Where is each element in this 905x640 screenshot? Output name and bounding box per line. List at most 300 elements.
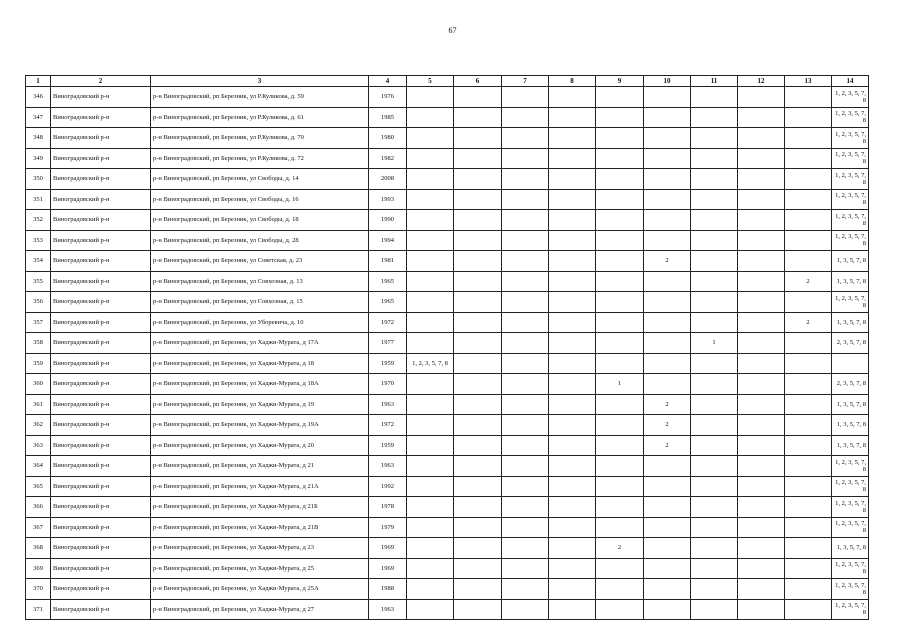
table-row [26,107,869,128]
address-cell: р-н Виноградовский, рп Березник, ул Хаджи-Мурата, д 19А [151,415,369,436]
table-row [26,558,869,579]
address-cell: р-н Виноградовский, рп Березник, ул Р.Куликова, д. 70 [151,128,369,149]
row-number: 366 [26,497,51,518]
value-cell [407,169,454,190]
address-cell: р-н Виноградовский, рп Березник, ул Хаджи-Мурата, д 27 [151,599,369,620]
value-cell [596,251,644,272]
value-cell [785,415,832,436]
column-header: 6 [454,76,502,87]
value-cell [596,599,644,620]
value-cell [407,579,454,600]
value-cell [454,107,502,128]
address-cell: р-н Виноградовский, рп Березник, ул Хаджи-Мурата, д 23 [151,538,369,559]
value-cell [407,271,454,292]
address-cell: р-н Виноградовский, рп Березник, ул Р.Куликова, д. 59 [151,87,369,108]
value-cell [691,128,738,149]
value-cell [549,497,596,518]
value-cell [502,435,549,456]
value-cell [738,169,785,190]
table-row [26,374,869,395]
value-cell [596,169,644,190]
value-cell [691,599,738,620]
value-cell [644,189,691,210]
value-cell [407,148,454,169]
value-cell [454,415,502,436]
year-cell: 1969 [369,558,407,579]
district-cell: Виноградовский р-н [51,476,151,497]
codes-cell: 1, 3, 5, 7, 8 [832,312,869,333]
value-cell [691,312,738,333]
codes-cell: 1, 3, 5, 7, 8 [832,271,869,292]
year-cell: 1981 [369,251,407,272]
value-cell [644,353,691,374]
value-cell [596,148,644,169]
value-cell: 2 [644,394,691,415]
value-cell [596,107,644,128]
district-cell: Виноградовский р-н [51,599,151,620]
codes-cell [832,353,869,374]
year-cell: 1959 [369,435,407,456]
codes-cell: 1, 3, 5, 7, 8 [832,415,869,436]
codes-cell: 1, 2, 3, 5, 7, 8 [832,579,869,600]
table-row [26,579,869,600]
district-cell: Виноградовский р-н [51,374,151,395]
value-cell [738,107,785,128]
value-cell [691,374,738,395]
value-cell [785,456,832,477]
value-cell [407,210,454,231]
codes-cell: 1, 2, 3, 5, 7, 8 [832,558,869,579]
table-row [26,271,869,292]
value-cell [454,476,502,497]
year-cell: 1965 [369,292,407,313]
value-cell [691,456,738,477]
codes-cell: 1, 2, 3, 5, 7, 8 [832,107,869,128]
value-cell: 2 [644,415,691,436]
value-cell [785,517,832,538]
value-cell [502,271,549,292]
table-row [26,312,869,333]
year-cell: 1980 [369,128,407,149]
row-number: 352 [26,210,51,231]
value-cell [644,230,691,251]
value-cell [644,599,691,620]
codes-cell: 1, 2, 3, 5, 7, 8 [832,230,869,251]
value-cell [644,107,691,128]
value-cell: 2 [596,538,644,559]
value-cell [549,517,596,538]
column-header: 10 [644,76,691,87]
row-number: 369 [26,558,51,579]
value-cell [502,558,549,579]
value-cell [454,251,502,272]
value-cell [785,435,832,456]
address-cell: р-н Виноградовский, рп Березник, ул Свободы, д. 28 [151,230,369,251]
value-cell [644,292,691,313]
district-cell: Виноградовский р-н [51,394,151,415]
value-cell [644,538,691,559]
value-cell [738,312,785,333]
value-cell [738,517,785,538]
value-cell [502,517,549,538]
value-cell [644,333,691,354]
value-cell [502,353,549,374]
value-cell [596,435,644,456]
address-cell: р-н Виноградовский, рп Березник, ул Хаджи-Мурата, д 21А [151,476,369,497]
value-cell [738,210,785,231]
value-cell [738,558,785,579]
row-number: 363 [26,435,51,456]
value-cell [407,456,454,477]
row-number: 360 [26,374,51,395]
value-cell [596,312,644,333]
year-cell: 1985 [369,107,407,128]
value-cell [454,599,502,620]
value-cell [644,87,691,108]
value-cell [691,251,738,272]
value-cell [691,435,738,456]
row-number: 368 [26,538,51,559]
value-cell [549,579,596,600]
row-number: 346 [26,87,51,108]
value-cell [596,292,644,313]
value-cell [549,538,596,559]
value-cell [785,128,832,149]
address-cell: р-н Виноградовский, рп Березник, ул Хаджи-Мурата, д 21В [151,517,369,538]
value-cell [407,87,454,108]
row-number: 358 [26,333,51,354]
year-cell: 1982 [369,148,407,169]
row-number: 362 [26,415,51,436]
value-cell [738,292,785,313]
value-cell [549,251,596,272]
value-cell [691,579,738,600]
district-cell: Виноградовский р-н [51,128,151,149]
column-header: 8 [549,76,596,87]
column-header: 11 [691,76,738,87]
value-cell [596,517,644,538]
value-cell [691,394,738,415]
value-cell [691,292,738,313]
value-cell [738,251,785,272]
value-cell [502,128,549,149]
value-cell [738,353,785,374]
value-cell [785,107,832,128]
column-header: 14 [832,76,869,87]
value-cell: 1 [691,333,738,354]
row-number: 361 [26,394,51,415]
value-cell [549,456,596,477]
value-cell [785,333,832,354]
district-cell: Виноградовский р-н [51,353,151,374]
district-cell: Виноградовский р-н [51,148,151,169]
district-cell: Виноградовский р-н [51,210,151,231]
district-cell: Виноградовский р-н [51,456,151,477]
table-row [26,251,869,272]
row-number: 359 [26,353,51,374]
value-cell [738,189,785,210]
table-row [26,456,869,477]
table-row [26,333,869,354]
table-row [26,415,869,436]
value-cell [502,497,549,518]
value-cell [785,497,832,518]
row-number: 370 [26,579,51,600]
value-cell [407,292,454,313]
value-cell [644,579,691,600]
value-cell [549,210,596,231]
year-cell: 1979 [369,517,407,538]
value-cell [785,599,832,620]
value-cell [596,497,644,518]
district-cell: Виноградовский р-н [51,558,151,579]
value-cell [407,558,454,579]
value-cell [502,599,549,620]
value-cell [454,497,502,518]
column-header: 4 [369,76,407,87]
value-cell [738,148,785,169]
district-cell: Виноградовский р-н [51,87,151,108]
value-cell [549,353,596,374]
address-cell: р-н Виноградовский, рп Березник, ул Уборевича, д. 10 [151,312,369,333]
column-header: 5 [407,76,454,87]
value-cell [549,292,596,313]
value-cell [407,599,454,620]
value-cell [785,292,832,313]
value-cell [454,271,502,292]
address-cell: р-н Виноградовский, рп Березник, ул Хаджи-Мурата, д 17А [151,333,369,354]
address-cell: р-н Виноградовский, рп Березник, ул Хаджи-Мурата, д 20 [151,435,369,456]
value-cell [691,497,738,518]
value-cell: 2 [644,251,691,272]
value-cell [407,251,454,272]
value-cell [738,497,785,518]
value-cell [596,210,644,231]
codes-cell: 1, 3, 5, 7, 8 [832,538,869,559]
value-cell [502,189,549,210]
row-number: 365 [26,476,51,497]
value-cell [785,579,832,600]
codes-cell: 1, 3, 5, 7, 8 [832,251,869,272]
value-cell [738,374,785,395]
value-cell [738,415,785,436]
value-cell [454,230,502,251]
value-cell [738,87,785,108]
codes-cell: 1, 2, 3, 5, 7, 8 [832,497,869,518]
value-cell [596,415,644,436]
value-cell [644,558,691,579]
column-header: 13 [785,76,832,87]
value-cell: 1, 2, 3, 5, 7, 8 [407,353,454,374]
address-cell: р-н Виноградовский, рп Березник, ул Хаджи-Мурата, д 21Б [151,497,369,518]
year-cell: 2008 [369,169,407,190]
year-cell: 1970 [369,374,407,395]
year-cell: 1978 [369,497,407,518]
codes-cell: 1, 2, 3, 5, 7, 8 [832,189,869,210]
district-cell: Виноградовский р-н [51,579,151,600]
year-cell: 1969 [369,538,407,559]
value-cell [549,312,596,333]
year-cell: 1990 [369,210,407,231]
value-cell [596,271,644,292]
address-cell: р-н Виноградовский, рп Березник, ул Р.Куликова, д. 61 [151,107,369,128]
row-number: 349 [26,148,51,169]
year-cell: 1963 [369,599,407,620]
value-cell [785,353,832,374]
row-number: 367 [26,517,51,538]
value-cell [785,148,832,169]
row-number: 356 [26,292,51,313]
codes-cell: 2, 3, 5, 7, 8 [832,374,869,395]
value-cell [644,271,691,292]
year-cell: 1977 [369,333,407,354]
value-cell [644,517,691,538]
value-cell [454,538,502,559]
table-row [26,128,869,149]
page-number: 67 [448,26,457,35]
value-cell [549,128,596,149]
value-cell [596,333,644,354]
value-cell [785,374,832,395]
table-row [26,87,869,108]
row-number: 357 [26,312,51,333]
district-cell: Виноградовский р-н [51,189,151,210]
address-cell: р-н Виноградовский, рп Березник, ул Совхозная, д. 13 [151,271,369,292]
address-cell: р-н Виноградовский, рп Березник, ул Хаджи-Мурата, д 21 [151,456,369,477]
value-cell [502,230,549,251]
value-cell [691,517,738,538]
value-cell [454,87,502,108]
value-cell [691,107,738,128]
row-number: 353 [26,230,51,251]
value-cell [738,435,785,456]
value-cell [502,415,549,436]
header-row [26,76,869,87]
row-number: 355 [26,271,51,292]
row-number: 347 [26,107,51,128]
value-cell [596,456,644,477]
value-cell [502,538,549,559]
column-header: 7 [502,76,549,87]
value-cell [454,353,502,374]
value-cell [691,538,738,559]
value-cell [549,394,596,415]
value-cell [454,435,502,456]
value-cell [738,271,785,292]
address-cell: р-н Виноградовский, рп Березник, ул Хаджи-Мурата, д 18А [151,374,369,395]
district-cell: Виноградовский р-н [51,107,151,128]
value-cell [454,189,502,210]
value-cell [407,497,454,518]
district-cell: Виноградовский р-н [51,333,151,354]
row-number: 348 [26,128,51,149]
value-cell [502,374,549,395]
value-cell [596,353,644,374]
value-cell [785,251,832,272]
value-cell [502,107,549,128]
codes-cell: 1, 3, 5, 7, 8 [832,394,869,415]
value-cell [785,538,832,559]
value-cell [549,476,596,497]
year-cell: 1963 [369,456,407,477]
table-row [26,189,869,210]
value-cell [549,230,596,251]
value-cell [454,128,502,149]
value-cell: 2 [785,312,832,333]
value-cell [691,558,738,579]
value-cell [454,169,502,190]
value-cell [691,271,738,292]
value-cell [454,312,502,333]
address-cell: р-н Виноградовский, рп Березник, ул Р.Куликова, д. 72 [151,148,369,169]
value-cell [549,87,596,108]
table-row [26,538,869,559]
value-cell [738,333,785,354]
value-cell [785,394,832,415]
value-cell [644,497,691,518]
codes-cell: 2, 3, 5, 7, 8 [832,333,869,354]
table-row [26,169,869,190]
value-cell [785,87,832,108]
address-cell: р-н Виноградовский, рп Березник, ул Свободы, д. 16 [151,189,369,210]
value-cell [738,599,785,620]
district-cell: Виноградовский р-н [51,230,151,251]
table-row [26,353,869,374]
value-cell [644,374,691,395]
value-cell [691,169,738,190]
table-row [26,210,869,231]
row-number: 350 [26,169,51,190]
value-cell [644,476,691,497]
value-cell [454,374,502,395]
value-cell [644,456,691,477]
value-cell [549,271,596,292]
value-cell [407,435,454,456]
year-cell: 1965 [369,271,407,292]
column-header: 9 [596,76,644,87]
value-cell [549,333,596,354]
address-cell: р-н Виноградовский, рп Березник, ул Советская, д. 23 [151,251,369,272]
value-cell [691,476,738,497]
value-cell [502,579,549,600]
table-row [26,497,869,518]
value-cell [644,148,691,169]
district-cell: Виноградовский р-н [51,538,151,559]
value-cell [454,517,502,538]
value-cell [596,394,644,415]
codes-cell: 1, 2, 3, 5, 7, 8 [832,517,869,538]
value-cell [785,189,832,210]
district-cell: Виноградовский р-н [51,517,151,538]
value-cell: 2 [644,435,691,456]
year-cell: 1994 [369,230,407,251]
value-cell [738,476,785,497]
value-cell [502,312,549,333]
year-cell: 1972 [369,415,407,436]
table-row [26,517,869,538]
value-cell [502,251,549,272]
value-cell: 1 [596,374,644,395]
codes-cell: 1, 2, 3, 5, 7, 8 [832,476,869,497]
address-cell: р-н Виноградовский, рп Березник, ул Свободы, д. 18 [151,210,369,231]
district-cell: Виноградовский р-н [51,251,151,272]
value-cell [502,148,549,169]
value-cell [549,435,596,456]
value-cell [407,230,454,251]
value-cell [691,148,738,169]
value-cell [785,169,832,190]
year-cell: 1992 [369,476,407,497]
